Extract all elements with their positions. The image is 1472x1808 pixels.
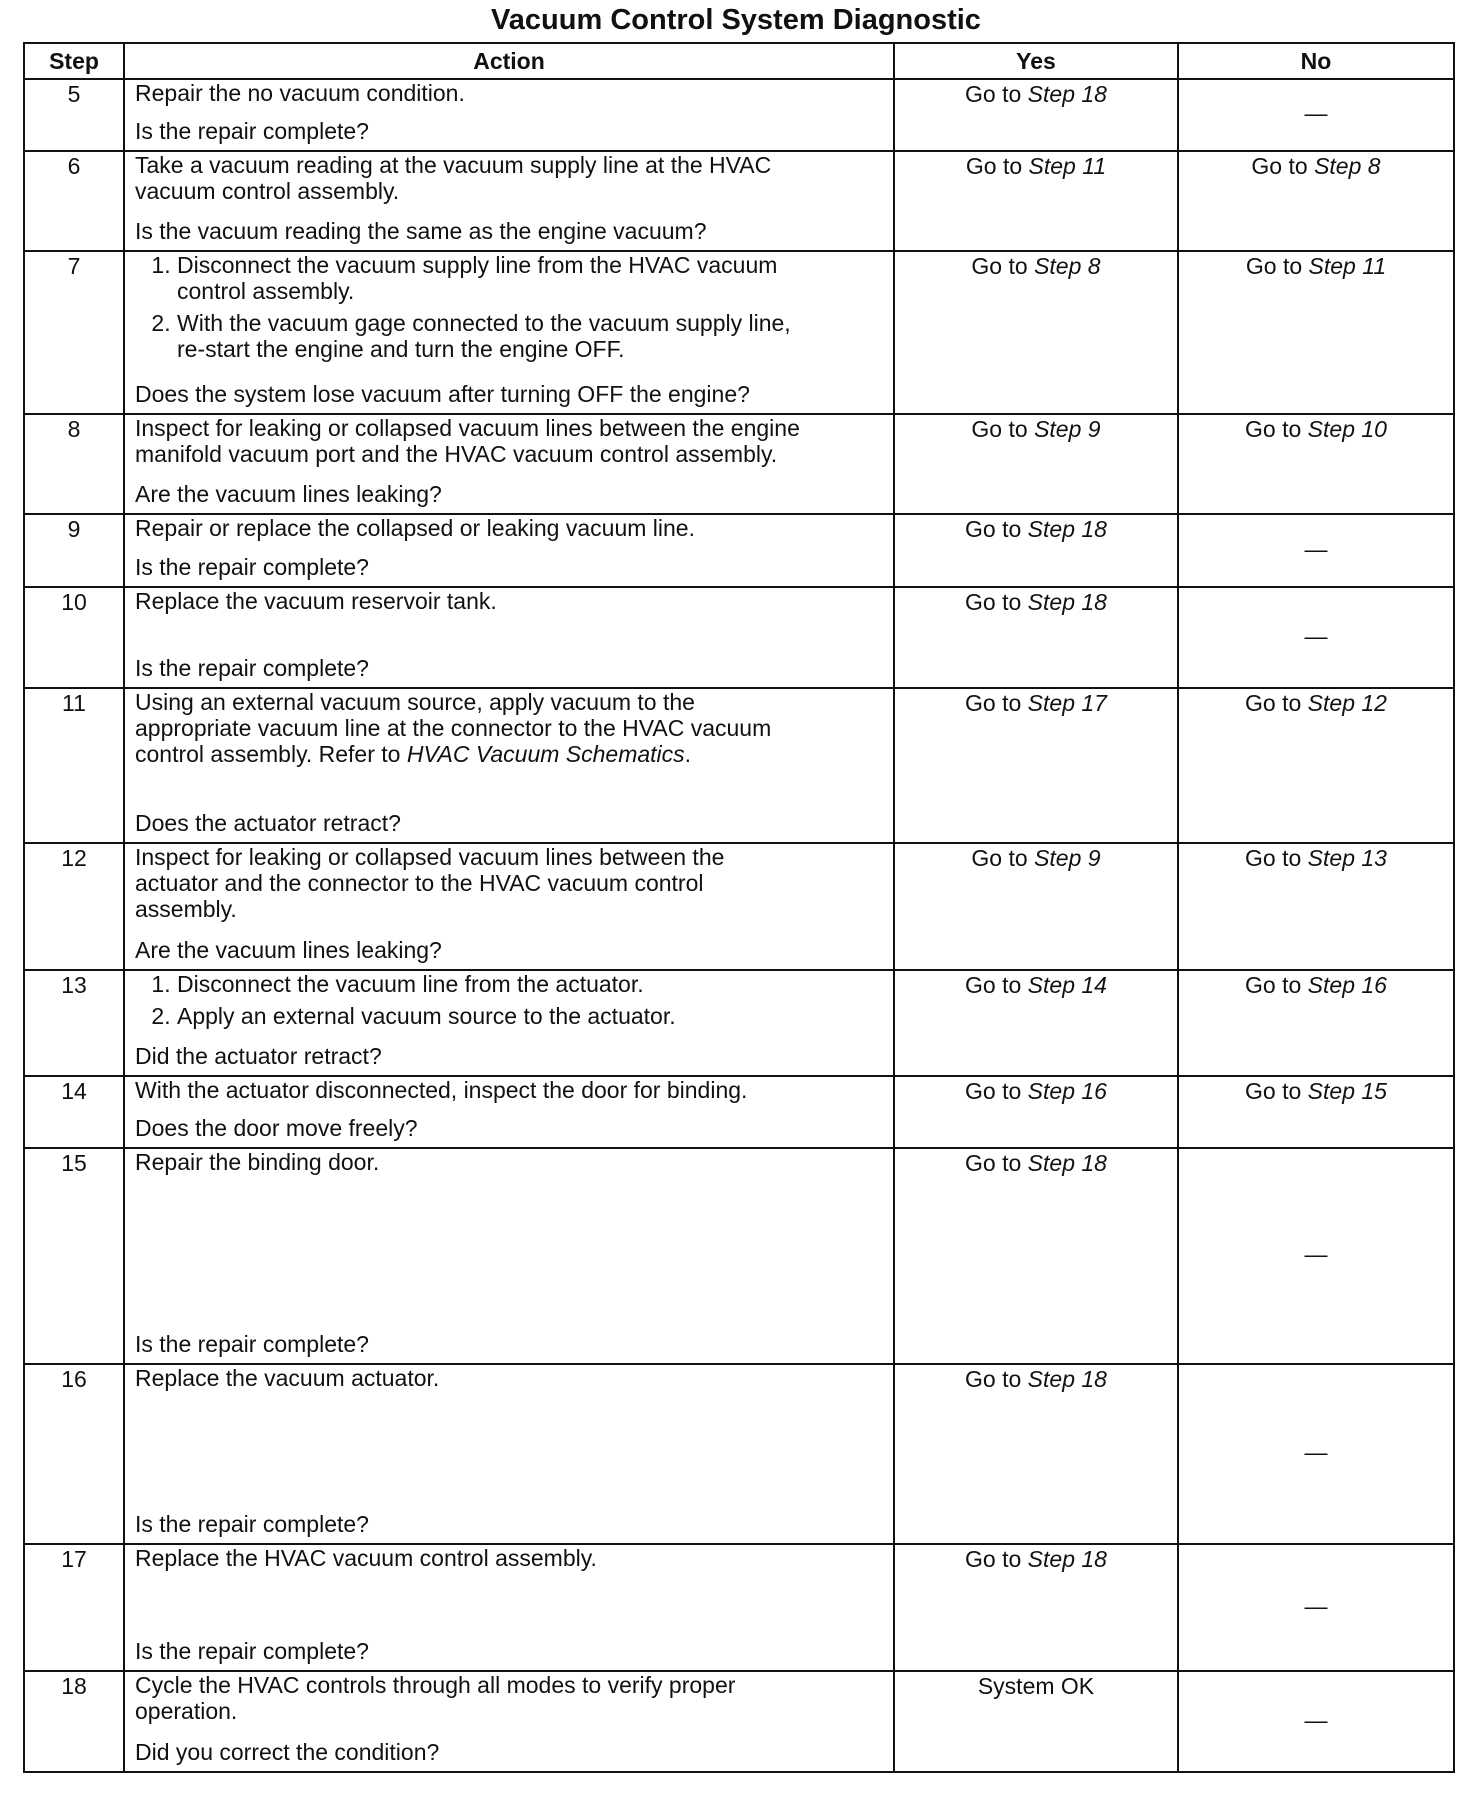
goto-step-reference: Step 11 <box>1028 153 1107 179</box>
header-no: No <box>1178 43 1454 79</box>
goto-step-reference: Step 9 <box>1034 845 1101 871</box>
header-row <box>24 43 1454 79</box>
instruction-line: appropriate vacuum line at the connector to the HVAC vacuum <box>135 715 772 741</box>
goto-prefix: Go to <box>1245 1078 1302 1104</box>
spacer <box>135 1391 887 1505</box>
spacer <box>135 467 887 475</box>
action-question: Are the vacuum lines leaking? <box>135 481 442 507</box>
action-cell <box>124 514 894 587</box>
spacer <box>135 1035 887 1037</box>
action-instructions <box>135 971 887 1035</box>
action-instructions <box>135 1365 887 1391</box>
substep-item <box>177 252 887 304</box>
goto-step-reference: Step 18 <box>1027 1150 1107 1176</box>
no-result <box>1178 514 1454 587</box>
yes-result <box>894 970 1178 1076</box>
goto-prefix: Go to <box>965 589 1022 615</box>
step-number: 16 <box>24 1364 124 1544</box>
spacer <box>135 614 887 649</box>
step-number: 7 <box>24 251 124 414</box>
step-number: 13 <box>24 970 124 1076</box>
substep-list <box>135 252 887 362</box>
action-question: Is the repair complete? <box>135 1638 369 1664</box>
yes-result <box>894 414 1178 514</box>
yes-result <box>894 688 1178 843</box>
no-text: — <box>1304 622 1328 649</box>
no-text: — <box>1304 1241 1328 1267</box>
table-row <box>24 970 1454 1076</box>
schematic-reference: HVAC Vacuum Schematics <box>406 741 685 767</box>
table-row <box>24 1148 1454 1364</box>
instruction-line: assembly. <box>135 896 237 922</box>
goto-prefix: Go to <box>971 253 1028 279</box>
table-row <box>24 1076 1454 1148</box>
step-number: 12 <box>24 843 124 970</box>
no-result <box>1178 1364 1454 1544</box>
yes-result <box>894 1076 1178 1148</box>
spacer <box>135 368 887 375</box>
goto-step-reference: Step 16 <box>1307 972 1387 998</box>
action-cell <box>124 251 894 414</box>
no-result <box>1178 79 1454 151</box>
action-cell <box>124 970 894 1076</box>
substep-line: control assembly. <box>177 278 355 304</box>
action-cell <box>124 688 894 843</box>
goto-step-reference: Step 18 <box>1027 81 1107 107</box>
spacer <box>135 106 887 112</box>
substep-line: re-start the engine and turn the engine OFF. <box>177 336 625 362</box>
action-cell <box>124 587 894 688</box>
yes-result <box>894 1148 1178 1364</box>
action-content <box>135 415 887 507</box>
no-result <box>1178 843 1454 970</box>
goto-step-reference: Step 18 <box>1027 589 1107 615</box>
instruction-line: Replace the vacuum reservoir tank. <box>135 588 497 614</box>
no-result <box>1178 970 1454 1076</box>
step-number: 17 <box>24 1544 124 1671</box>
action-cell <box>124 1544 894 1671</box>
substep-list <box>135 971 887 1029</box>
table-row <box>24 151 1454 251</box>
spacer <box>135 1175 887 1325</box>
substep-line: 2. Apply an external vacuum source to the actuator. <box>177 1003 676 1029</box>
goto-step-reference: Step 16 <box>1027 1078 1107 1104</box>
action-cell <box>124 1671 894 1772</box>
action-content <box>135 971 887 1069</box>
no-text: — <box>1304 1592 1328 1619</box>
goto-prefix: Go to <box>1245 690 1302 716</box>
step-number: 11 <box>24 688 124 843</box>
instruction-line: Repair the no vacuum condition. <box>135 80 465 106</box>
spacer <box>135 922 887 931</box>
goto-step-reference: Step 18 <box>1027 1366 1107 1392</box>
action-instructions <box>135 844 887 922</box>
no-result <box>1178 1544 1454 1671</box>
yes-result <box>894 1544 1178 1671</box>
action-cell <box>124 151 894 251</box>
header-yes: Yes <box>894 43 1178 79</box>
instruction-line: Replace the vacuum actuator. <box>135 1365 440 1391</box>
action-question: Is the repair complete? <box>135 1331 369 1357</box>
goto-prefix: Go to <box>965 516 1022 542</box>
substep-item <box>177 310 887 362</box>
instruction-line <box>135 741 887 767</box>
goto-step-reference: Step 18 <box>1027 1546 1107 1572</box>
action-instructions <box>135 515 887 541</box>
instruction-line: Inspect for leaking or collapsed vacuum lines between the engine <box>135 415 800 441</box>
instruction-line: Using an external vacuum source, apply vacuum to the <box>135 689 695 715</box>
no-text: — <box>1304 100 1328 126</box>
action-content <box>135 1672 887 1765</box>
action-content <box>135 1077 887 1141</box>
no-result <box>1178 1671 1454 1772</box>
instruction-text: control assembly. Refer to <box>135 741 407 767</box>
action-cell <box>124 1148 894 1364</box>
spacer <box>135 1724 887 1733</box>
action-content <box>135 80 887 144</box>
goto-step-reference: Step 18 <box>1027 516 1107 542</box>
action-content <box>135 588 887 681</box>
step-number: 10 <box>24 587 124 688</box>
no-text: — <box>1304 1706 1328 1733</box>
goto-prefix: Go to <box>1245 416 1302 442</box>
page-title: Vacuum Control System Diagnostic <box>491 4 981 36</box>
header-action: Action <box>124 43 894 79</box>
action-instructions <box>135 415 887 467</box>
step-number: 8 <box>24 414 124 514</box>
goto-step-reference: Step 14 <box>1027 972 1107 998</box>
step-number: 15 <box>24 1148 124 1364</box>
action-instructions <box>135 1149 887 1175</box>
no-result <box>1178 1148 1454 1364</box>
step-number: 5 <box>24 79 124 151</box>
goto-prefix: Go to <box>965 1078 1022 1104</box>
table-row <box>24 688 1454 843</box>
action-instructions <box>135 1672 887 1724</box>
no-result <box>1178 1076 1454 1148</box>
no-result <box>1178 587 1454 688</box>
yes-result <box>894 151 1178 251</box>
action-question: Does the actuator retract? <box>135 810 401 836</box>
goto-prefix: Go to <box>1245 972 1302 998</box>
instruction-line: Replace the HVAC vacuum control assembly. <box>135 1545 597 1571</box>
action-content <box>135 252 887 407</box>
table-row <box>24 79 1454 151</box>
step-number: 6 <box>24 151 124 251</box>
goto-step-reference: Step 12 <box>1307 690 1387 716</box>
action-content <box>135 689 887 836</box>
yes-result <box>894 514 1178 587</box>
goto-prefix: Go to <box>965 1150 1022 1176</box>
instruction-line: vacuum control assembly. <box>135 178 400 204</box>
table-row <box>24 587 1454 688</box>
instruction-line: Repair the binding door. <box>135 1149 380 1175</box>
action-question: Is the repair complete? <box>135 554 369 580</box>
action-question: Is the repair complete? <box>135 655 369 681</box>
yes-result <box>894 251 1178 414</box>
substep-item <box>177 971 887 997</box>
goto-prefix: Go to <box>965 690 1022 716</box>
spacer <box>135 767 887 804</box>
substep-line: 2. With the vacuum gage connected to the vacuum supply line, <box>177 310 791 336</box>
spacer <box>135 541 887 548</box>
action-question: Does the door move freely? <box>135 1115 418 1141</box>
goto-step-reference: Step 13 <box>1307 845 1387 871</box>
yes-result <box>894 843 1178 970</box>
substep-item <box>177 1003 887 1029</box>
substep-line: 1. Disconnect the vacuum line from the actuator. <box>177 971 644 997</box>
no-result <box>1178 414 1454 514</box>
yes-result <box>894 1364 1178 1544</box>
action-question: Does the system lose vacuum after turning OFF the engine? <box>135 381 750 407</box>
action-cell <box>124 1076 894 1148</box>
action-instructions <box>135 80 887 106</box>
action-cell <box>124 414 894 514</box>
action-content <box>135 1149 887 1357</box>
action-cell <box>124 1364 894 1544</box>
instruction-line: manifold vacuum port and the HVAC vacuum control assembly. <box>135 441 778 467</box>
no-text: — <box>1304 1439 1328 1465</box>
instruction-line: Repair or replace the collapsed or leaking vacuum line. <box>135 515 695 541</box>
action-cell <box>124 843 894 970</box>
goto-prefix: Go to <box>965 1546 1022 1572</box>
goto-prefix: Go to <box>971 845 1028 871</box>
step-number: 18 <box>24 1671 124 1772</box>
action-content <box>135 1365 887 1537</box>
table-row <box>24 1544 1454 1671</box>
no-result <box>1178 688 1454 843</box>
action-instructions <box>135 689 887 767</box>
header-step: Step <box>24 43 124 79</box>
action-instructions <box>135 1545 887 1571</box>
action-question: Is the repair complete? <box>135 1511 369 1537</box>
goto-prefix: Go to <box>1251 153 1308 179</box>
action-question: Are the vacuum lines leaking? <box>135 937 442 963</box>
instruction-line: Take a vacuum reading at the vacuum supply line at the HVAC <box>135 152 772 178</box>
goto-step-reference: Step 10 <box>1307 416 1387 442</box>
goto-prefix: Go to <box>965 81 1022 107</box>
instruction-line: actuator and the connector to the HVAC vacuum control <box>135 870 704 896</box>
no-result <box>1178 151 1454 251</box>
goto-prefix: Go to <box>965 1366 1022 1392</box>
action-content <box>135 1545 887 1664</box>
action-instructions <box>135 152 887 204</box>
yes-text: System OK <box>977 1673 1095 1699</box>
goto-prefix: Go to <box>965 153 1023 179</box>
action-content <box>135 515 887 580</box>
table-row <box>24 414 1454 514</box>
spacer <box>135 1103 887 1109</box>
action-question: Is the vacuum reading the same as the engine vacuum? <box>135 218 707 244</box>
table-row <box>24 1671 1454 1772</box>
action-content <box>135 152 887 244</box>
goto-prefix: Go to <box>1245 253 1303 279</box>
goto-step-reference: Step 11 <box>1308 253 1387 279</box>
step-number: 9 <box>24 514 124 587</box>
action-question: Did you correct the condition? <box>135 1739 440 1765</box>
table-row <box>24 1364 1454 1544</box>
goto-prefix: Go to <box>965 972 1022 998</box>
yes-result <box>894 1671 1178 1772</box>
instruction-suffix: . <box>684 741 692 767</box>
goto-step-reference: Step 9 <box>1034 416 1101 442</box>
action-instructions <box>135 588 887 614</box>
action-instructions <box>135 252 887 368</box>
goto-prefix: Go to <box>971 416 1028 442</box>
action-cell <box>124 79 894 151</box>
action-question: Did the actuator retract? <box>135 1043 382 1069</box>
yes-result <box>894 79 1178 151</box>
spacer <box>135 1571 887 1632</box>
no-text: — <box>1304 535 1328 562</box>
diagnostic-table <box>23 42 1455 1773</box>
table-row <box>24 843 1454 970</box>
goto-step-reference: Step 8 <box>1034 253 1101 279</box>
spacer <box>135 204 887 212</box>
goto-step-reference: Step 8 <box>1314 153 1381 179</box>
yes-result <box>894 587 1178 688</box>
table-row <box>24 251 1454 414</box>
instruction-line: Cycle the HVAC controls through all modes to verify proper <box>135 1672 736 1698</box>
instruction-line: Inspect for leaking or collapsed vacuum lines between the <box>135 844 725 870</box>
action-content <box>135 844 887 963</box>
instruction-line: With the actuator disconnected, inspect the door for binding. <box>135 1077 748 1103</box>
substep-line: 1. Disconnect the vacuum supply line from the HVAC vacuum <box>177 252 778 278</box>
goto-step-reference: Step 17 <box>1027 690 1107 716</box>
action-question: Is the repair complete? <box>135 118 369 144</box>
goto-step-reference: Step 15 <box>1307 1078 1387 1104</box>
no-result <box>1178 251 1454 414</box>
table-row <box>24 514 1454 587</box>
goto-prefix: Go to <box>1245 845 1302 871</box>
step-number: 14 <box>24 1076 124 1148</box>
instruction-line: operation. <box>135 1698 238 1724</box>
action-instructions <box>135 1077 887 1103</box>
